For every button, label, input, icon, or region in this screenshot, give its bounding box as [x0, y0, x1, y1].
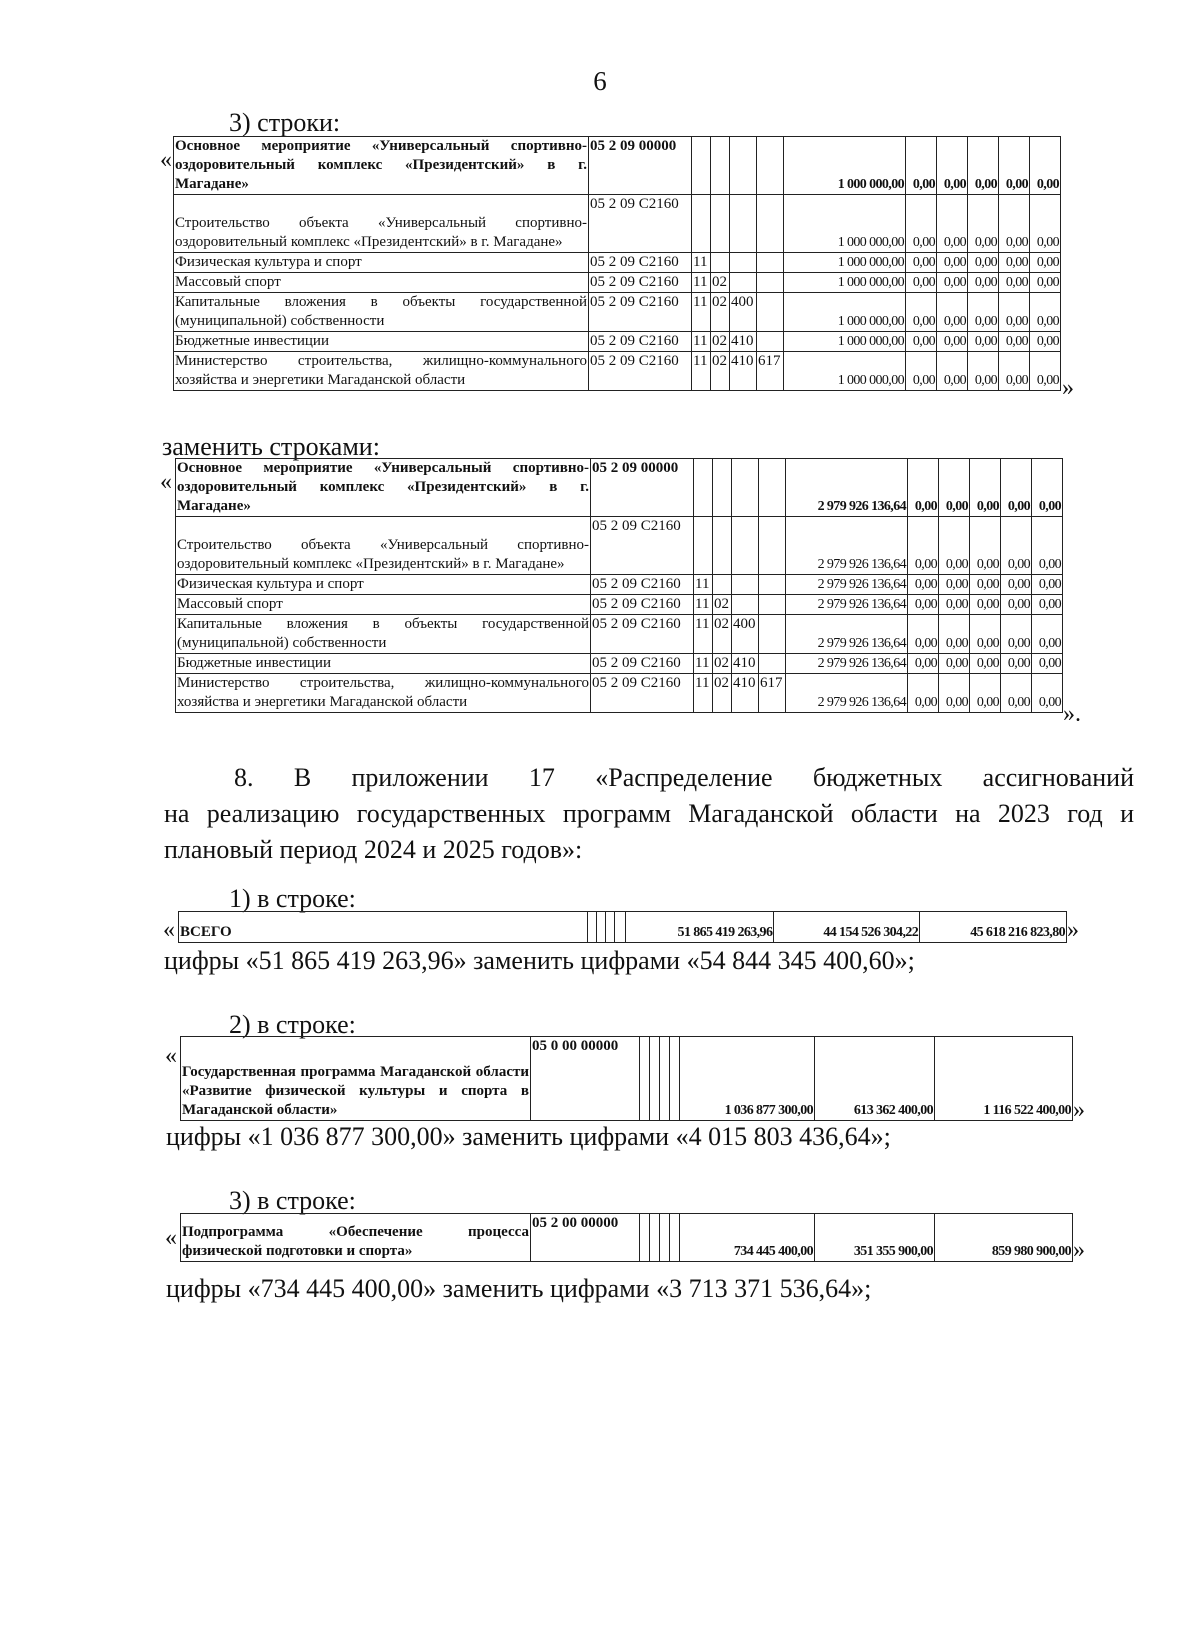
row-c3: 410	[732, 654, 759, 674]
item1-replace-text: цифры «51 865 419 263,96» заменить цифрами «54 844 345 400,60»;	[164, 946, 915, 975]
item1-name: ВСЕГО	[179, 912, 588, 943]
row-c3	[730, 137, 757, 195]
row-z3: 0,00	[968, 253, 999, 273]
row-code: 05 2 09 С2160	[591, 575, 694, 595]
row-z4: 0,00	[1001, 674, 1032, 713]
row-name: Капитальные вложения в объекты государственной (муниципальной) собственности	[176, 615, 591, 654]
table-row	[181, 1214, 1073, 1262]
item3-name: Подпрограмма «Обеспечение процесса физической подготовки и спорта»	[181, 1214, 531, 1262]
row-c2: 02	[713, 654, 732, 674]
old-rows-table	[173, 136, 1061, 391]
row-sum: 2 979 926 136,64	[786, 595, 908, 615]
row-z3: 0,00	[968, 273, 999, 293]
row-code: 05 2 09 С2160	[589, 293, 692, 332]
row-sum: 2 979 926 136,64	[786, 615, 908, 654]
row-c1: 11	[694, 615, 713, 654]
row-sum: 2 979 926 136,64	[786, 517, 908, 575]
row-z4: 0,00	[1001, 517, 1032, 575]
item2-table	[180, 1036, 1073, 1121]
row-c3	[730, 273, 757, 293]
row-c3: 410	[732, 674, 759, 713]
row-z1: 0,00	[908, 615, 939, 654]
row-c4	[757, 332, 784, 352]
table-row	[174, 293, 1061, 332]
row-z1: 0,00	[908, 654, 939, 674]
row-c1: 11	[694, 674, 713, 713]
table-row	[176, 674, 1063, 713]
row-c1	[694, 459, 713, 517]
row-c4: 617	[757, 352, 784, 391]
item1-value-2025: 45 618 216 823,80	[920, 912, 1067, 943]
row-sum: 1 000 000,00	[784, 352, 906, 391]
row-z2: 0,00	[939, 575, 970, 595]
row-c4	[757, 273, 784, 293]
row-name: Министерство строительства, жилищно-коммунального хозяйства и энергетики Магаданской области	[176, 674, 591, 713]
row-z4: 0,00	[999, 332, 1030, 352]
row-sum: 1 000 000,00	[784, 137, 906, 195]
item3-replace-text: цифры «734 445 400,00» заменить цифрами «3 713 371 536,64»;	[166, 1274, 872, 1303]
item2-value-2025: 1 116 522 400,00	[935, 1037, 1073, 1121]
row-code: 05 2 09 С2160	[591, 674, 694, 713]
row-z5: 0,00	[1030, 332, 1061, 352]
row-c3	[730, 253, 757, 273]
row-z4: 0,00	[999, 137, 1030, 195]
row-sum: 2 979 926 136,64	[786, 674, 908, 713]
table-row	[176, 654, 1063, 674]
table-row	[176, 459, 1063, 517]
row-z4: 0,00	[1001, 575, 1032, 595]
row-c1: 11	[692, 253, 711, 273]
row-c4	[757, 137, 784, 195]
row-sum: 1 000 000,00	[784, 293, 906, 332]
old-rows-body	[174, 137, 1061, 391]
row-c1: 11	[694, 575, 713, 595]
table-row	[176, 615, 1063, 654]
paragraph-8-line1: 8. В приложении 17 «Распределение бюджетных ассигнований	[234, 763, 1134, 792]
row-sum: 2 979 926 136,64	[786, 575, 908, 595]
row-z3: 0,00	[970, 674, 1001, 713]
row-c2	[713, 575, 732, 595]
row-z1: 0,00	[908, 595, 939, 615]
item2-name: Государственная программа Магаданской области «Развитие физической культуры и спорта в Магаданской области»	[181, 1037, 531, 1121]
row-z5: 0,00	[1030, 137, 1061, 195]
row-c2	[711, 195, 730, 253]
row-z1: 0,00	[906, 273, 937, 293]
row-c2: 02	[711, 293, 730, 332]
row-z1: 0,00	[906, 195, 937, 253]
open-quote: «	[165, 1225, 177, 1251]
row-code: 05 2 09 С2160	[589, 332, 692, 352]
row-z3: 0,00	[968, 332, 999, 352]
row-c1: 11	[692, 273, 711, 293]
row-z1: 0,00	[906, 352, 937, 391]
row-z1: 0,00	[906, 137, 937, 195]
row-name: Строительство объекта «Универсальный спортивно-оздоровительный комплекс «Президентский» в г. Магадане»	[176, 517, 591, 575]
rows-label: 3) строки:	[229, 108, 341, 137]
row-sum: 1 000 000,00	[784, 273, 906, 293]
row-z4: 0,00	[1001, 459, 1032, 517]
row-code: 05 2 09 С2160	[591, 517, 694, 575]
row-c4	[757, 195, 784, 253]
row-code: 05 2 09 С2160	[589, 195, 692, 253]
row-name: Министерство строительства, жилищно-коммунального хозяйства и энергетики Магаданской области	[174, 352, 589, 391]
row-z2: 0,00	[937, 352, 968, 391]
close-quote: »	[1062, 375, 1074, 401]
row-code: 05 2 09 С2160	[589, 253, 692, 273]
row-c1	[692, 137, 711, 195]
row-code: 05 2 09 С2160	[591, 654, 694, 674]
row-z2: 0,00	[937, 273, 968, 293]
row-z3: 0,00	[970, 459, 1001, 517]
row-z5: 0,00	[1032, 674, 1063, 713]
row-z5: 0,00	[1032, 595, 1063, 615]
row-c1: 11	[694, 595, 713, 615]
row-z2: 0,00	[937, 293, 968, 332]
row-code: 05 2 09 С2160	[589, 273, 692, 293]
row-c3	[732, 517, 759, 575]
row-c4: 617	[759, 674, 786, 713]
row-name: Физическая культура и спорт	[176, 575, 591, 595]
row-z1: 0,00	[908, 459, 939, 517]
row-z5: 0,00	[1032, 575, 1063, 595]
row-c2	[713, 459, 732, 517]
row-sum: 2 979 926 136,64	[786, 654, 908, 674]
row-z5: 0,00	[1032, 459, 1063, 517]
row-name: Строительство объекта «Универсальный спортивно-оздоровительный комплекс «Президентский» в г. Магадане»	[174, 195, 589, 253]
row-z5: 0,00	[1030, 273, 1061, 293]
row-c3: 410	[730, 352, 757, 391]
row-name: Бюджетные инвестиции	[176, 654, 591, 674]
item2-replace-text: цифры «1 036 877 300,00» заменить цифрами «4 015 803 436,64»;	[166, 1122, 891, 1151]
row-name: Массовый спорт	[174, 273, 589, 293]
row-z2: 0,00	[939, 615, 970, 654]
row-z4: 0,00	[999, 293, 1030, 332]
row-code: 05 2 09 С2160	[591, 595, 694, 615]
row-code: 05 2 09 00000	[591, 459, 694, 517]
row-z2: 0,00	[939, 459, 970, 517]
item2-label: 2) в строке:	[229, 1010, 356, 1039]
table-row	[174, 253, 1061, 273]
item1-label: 1) в строке:	[229, 884, 356, 913]
row-c1	[694, 517, 713, 575]
close-quote: »	[1067, 917, 1079, 943]
row-c2	[713, 517, 732, 575]
open-quote: «	[160, 469, 172, 495]
item2-value-2024: 613 362 400,00	[815, 1037, 935, 1121]
table-row	[174, 195, 1061, 253]
row-z3: 0,00	[970, 575, 1001, 595]
row-c3: 410	[730, 332, 757, 352]
replace-label: заменить строками:	[162, 432, 380, 461]
item3-code: 05 2 00 00000	[531, 1214, 640, 1262]
row-z4: 0,00	[999, 352, 1030, 391]
row-c4	[759, 575, 786, 595]
row-name: Основное мероприятие «Универсальный спортивно-оздоровительный комплекс «Президентский» в г. Магадане»	[174, 137, 589, 195]
row-c4	[759, 459, 786, 517]
row-z2: 0,00	[937, 253, 968, 273]
table-row	[174, 273, 1061, 293]
row-z1: 0,00	[906, 332, 937, 352]
row-c4	[757, 253, 784, 273]
item2-value-2023: 1 036 877 300,00	[680, 1037, 815, 1121]
row-z1: 0,00	[908, 575, 939, 595]
row-c2	[711, 253, 730, 273]
row-sum: 1 000 000,00	[784, 332, 906, 352]
row-c4	[757, 293, 784, 332]
row-c3	[732, 595, 759, 615]
row-c3	[730, 195, 757, 253]
table-row	[174, 137, 1061, 195]
row-c3: 400	[732, 615, 759, 654]
row-c1: 11	[692, 332, 711, 352]
row-z5: 0,00	[1032, 615, 1063, 654]
item3-table	[180, 1213, 1073, 1262]
row-c4	[759, 595, 786, 615]
row-c2: 02	[713, 674, 732, 713]
row-c2: 02	[711, 273, 730, 293]
paragraph-8	[164, 760, 1134, 868]
row-sum: 1 000 000,00	[784, 195, 906, 253]
table-row	[176, 517, 1063, 575]
row-c3	[732, 459, 759, 517]
row-name: Основное мероприятие «Универсальный спортивно-оздоровительный комплекс «Президентский» в г. Магадане»	[176, 459, 591, 517]
row-c1	[692, 195, 711, 253]
row-z4: 0,00	[999, 195, 1030, 253]
row-name: Физическая культура и спорт	[174, 253, 589, 273]
new-rows-body	[176, 459, 1063, 713]
row-c3	[732, 575, 759, 595]
row-z2: 0,00	[939, 654, 970, 674]
row-z2: 0,00	[939, 674, 970, 713]
paragraph-8-rest: на реализацию государственных программ Магаданской области на 2023 год и плановый период 2024 и 2025 годов»:	[164, 799, 1134, 864]
row-z1: 0,00	[908, 517, 939, 575]
row-z2: 0,00	[937, 195, 968, 253]
row-z5: 0,00	[1030, 352, 1061, 391]
row-sum: 2 979 926 136,64	[786, 459, 908, 517]
row-z3: 0,00	[970, 654, 1001, 674]
row-z3: 0,00	[970, 517, 1001, 575]
row-c2: 02	[713, 615, 732, 654]
row-code: 05 2 09 00000	[589, 137, 692, 195]
row-c1: 11	[692, 293, 711, 332]
row-code: 05 2 09 С2160	[589, 352, 692, 391]
row-z4: 0,00	[1001, 654, 1032, 674]
row-z1: 0,00	[906, 293, 937, 332]
table-row	[174, 352, 1061, 391]
row-z1: 0,00	[908, 674, 939, 713]
open-quote: «	[165, 1043, 177, 1069]
item3-label: 3) в строке:	[229, 1186, 356, 1215]
row-c2: 02	[711, 332, 730, 352]
row-name: Массовый спорт	[176, 595, 591, 615]
row-z3: 0,00	[968, 352, 999, 391]
row-c4	[759, 615, 786, 654]
row-name: Бюджетные инвестиции	[174, 332, 589, 352]
row-c4	[759, 517, 786, 575]
row-z1: 0,00	[906, 253, 937, 273]
row-z3: 0,00	[970, 615, 1001, 654]
close-quote-dot: ».	[1063, 701, 1081, 727]
row-z3: 0,00	[968, 195, 999, 253]
item1-table	[178, 911, 1067, 943]
row-c3: 400	[730, 293, 757, 332]
row-c2: 02	[713, 595, 732, 615]
row-z5: 0,00	[1030, 195, 1061, 253]
table-row	[179, 912, 1067, 943]
row-z4: 0,00	[1001, 615, 1032, 654]
row-z2: 0,00	[937, 332, 968, 352]
row-sum: 1 000 000,00	[784, 253, 906, 273]
item1-value-2024: 44 154 526 304,22	[774, 912, 920, 943]
row-z5: 0,00	[1032, 517, 1063, 575]
row-name: Капитальные вложения в объекты государственной (муниципальной) собственности	[174, 293, 589, 332]
row-z5: 0,00	[1030, 253, 1061, 273]
row-c2: 02	[711, 352, 730, 391]
table-row	[176, 595, 1063, 615]
close-quote: »	[1073, 1237, 1085, 1263]
item1-value-2023: 51 865 419 263,96	[625, 912, 774, 943]
row-z4: 0,00	[999, 253, 1030, 273]
table-row	[174, 332, 1061, 352]
row-z2: 0,00	[939, 595, 970, 615]
row-z2: 0,00	[939, 517, 970, 575]
open-quote: «	[163, 917, 175, 943]
row-c1: 11	[694, 654, 713, 674]
row-z3: 0,00	[968, 293, 999, 332]
row-z5: 0,00	[1030, 293, 1061, 332]
item3-value-2023: 734 445 400,00	[680, 1214, 815, 1262]
table-row	[176, 575, 1063, 595]
close-quote: »	[1073, 1097, 1085, 1123]
row-z3: 0,00	[968, 137, 999, 195]
new-rows-table	[175, 458, 1063, 713]
open-quote: «	[160, 147, 172, 173]
row-code: 05 2 09 С2160	[591, 615, 694, 654]
row-z2: 0,00	[937, 137, 968, 195]
row-z4: 0,00	[999, 273, 1030, 293]
row-z3: 0,00	[970, 595, 1001, 615]
row-z4: 0,00	[1001, 595, 1032, 615]
item2-code: 05 0 00 00000	[531, 1037, 640, 1121]
row-c4	[759, 654, 786, 674]
row-c1: 11	[692, 352, 711, 391]
table-row	[181, 1037, 1073, 1121]
row-c2	[711, 137, 730, 195]
item3-value-2025: 859 980 900,00	[935, 1214, 1073, 1262]
page-number: 6	[593, 66, 607, 96]
row-z5: 0,00	[1032, 654, 1063, 674]
item3-value-2024: 351 355 900,00	[815, 1214, 935, 1262]
